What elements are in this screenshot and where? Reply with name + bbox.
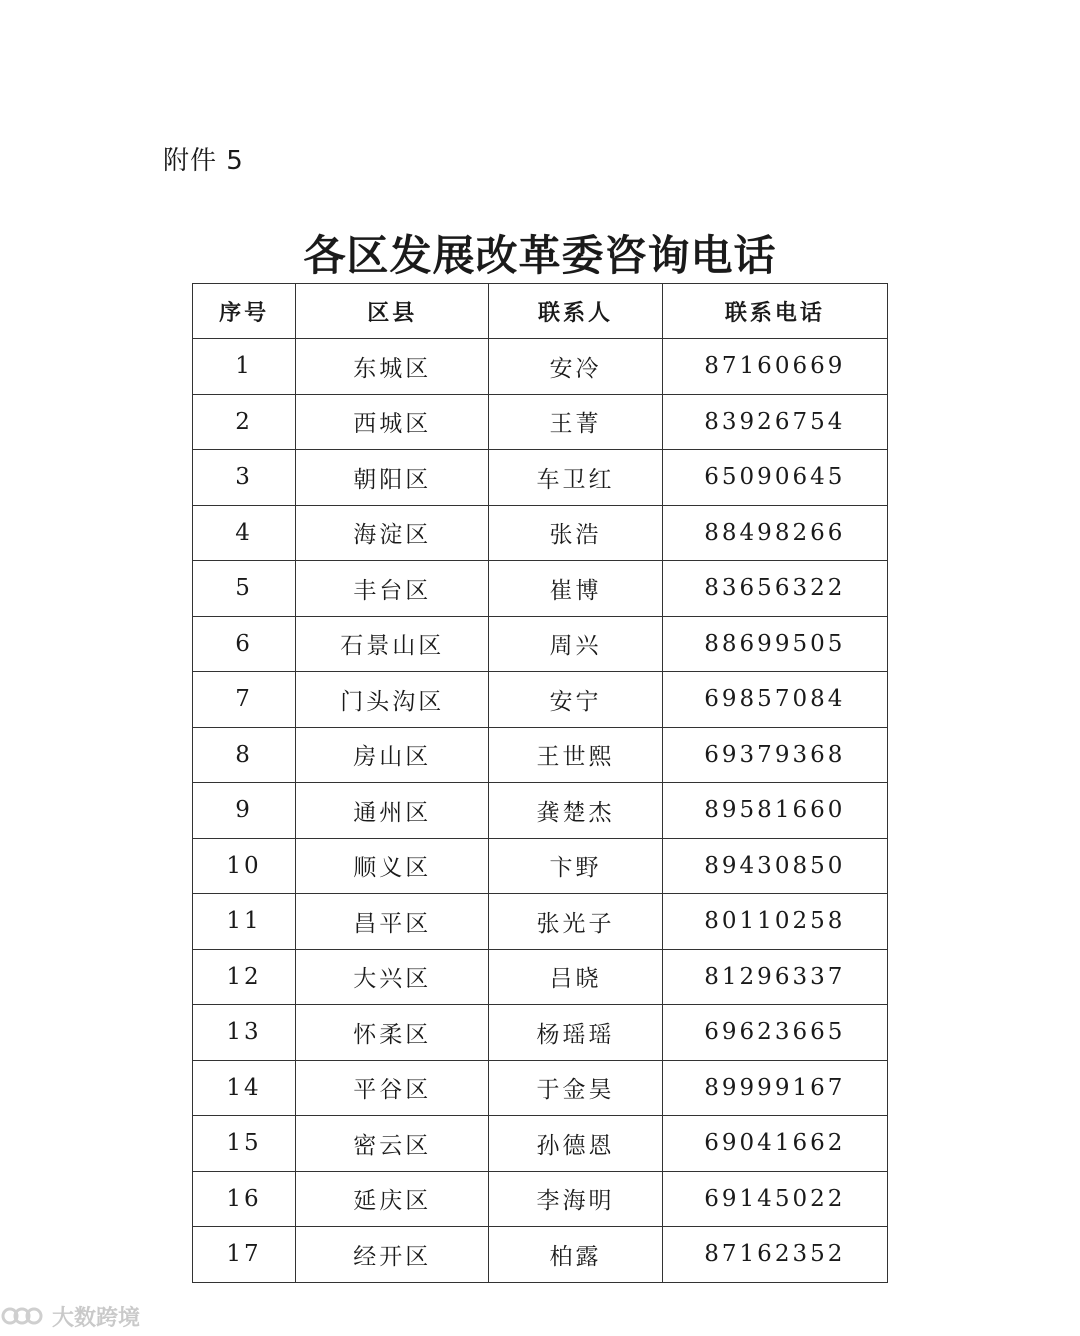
row-district: 石景山区 bbox=[296, 616, 489, 672]
row-phone: 80110258 bbox=[662, 894, 887, 950]
row-district: 房山区 bbox=[296, 727, 489, 783]
table-body bbox=[193, 339, 888, 1283]
row-contact: 王世熙 bbox=[489, 727, 662, 783]
table-row bbox=[193, 505, 888, 561]
table-row bbox=[193, 394, 888, 450]
table-row bbox=[193, 1171, 888, 1227]
row-number: 2 bbox=[193, 394, 296, 450]
row-number: 14 bbox=[193, 1060, 296, 1116]
table-row bbox=[193, 561, 888, 617]
row-district: 平谷区 bbox=[296, 1060, 489, 1116]
row-contact: 杨瑶瑶 bbox=[489, 1005, 662, 1061]
row-phone: 87162352 bbox=[662, 1227, 887, 1283]
row-phone: 83656322 bbox=[662, 561, 887, 617]
row-number: 1 bbox=[193, 339, 296, 395]
row-district: 密云区 bbox=[296, 1116, 489, 1172]
row-number: 10 bbox=[193, 838, 296, 894]
row-number: 16 bbox=[193, 1171, 296, 1227]
row-district: 通州区 bbox=[296, 783, 489, 839]
row-contact: 于金昊 bbox=[489, 1060, 662, 1116]
table-row bbox=[193, 1116, 888, 1172]
table-row bbox=[193, 949, 888, 1005]
row-contact: 李海明 bbox=[489, 1171, 662, 1227]
table-row bbox=[193, 450, 888, 506]
table-row bbox=[193, 894, 888, 950]
table-row bbox=[193, 616, 888, 672]
row-phone: 89999167 bbox=[662, 1060, 887, 1116]
row-contact: 王菁 bbox=[489, 394, 662, 450]
attachment-label: 附件 5 bbox=[163, 146, 244, 176]
row-district: 大兴区 bbox=[296, 949, 489, 1005]
brand-logo-icon bbox=[0, 1304, 46, 1328]
row-phone: 69623665 bbox=[662, 1005, 887, 1061]
row-district: 丰台区 bbox=[296, 561, 489, 617]
row-contact: 车卫红 bbox=[489, 450, 662, 506]
row-district: 门头沟区 bbox=[296, 672, 489, 728]
row-district: 延庆区 bbox=[296, 1171, 489, 1227]
row-number: 4 bbox=[193, 505, 296, 561]
row-phone: 65090645 bbox=[662, 450, 887, 506]
row-number: 17 bbox=[193, 1227, 296, 1283]
row-number: 15 bbox=[193, 1116, 296, 1172]
row-number: 6 bbox=[193, 616, 296, 672]
row-number: 3 bbox=[193, 450, 296, 506]
row-number: 13 bbox=[193, 1005, 296, 1061]
watermark bbox=[0, 1300, 140, 1332]
row-number: 7 bbox=[193, 672, 296, 728]
row-contact: 吕晓 bbox=[489, 949, 662, 1005]
row-contact: 安宁 bbox=[489, 672, 662, 728]
row-contact: 龚楚杰 bbox=[489, 783, 662, 839]
row-phone: 83926754 bbox=[662, 394, 887, 450]
row-phone: 69145022 bbox=[662, 1171, 887, 1227]
row-phone: 87160669 bbox=[662, 339, 887, 395]
table-row bbox=[193, 838, 888, 894]
row-phone: 88498266 bbox=[662, 505, 887, 561]
watermark-text: 大数跨境 bbox=[52, 1305, 141, 1331]
row-contact: 孙德恩 bbox=[489, 1116, 662, 1172]
row-number: 8 bbox=[193, 727, 296, 783]
table-row bbox=[193, 1060, 888, 1116]
contacts-table bbox=[192, 283, 888, 1283]
table-row bbox=[193, 1005, 888, 1061]
table-row bbox=[193, 339, 888, 395]
row-contact: 张光子 bbox=[489, 894, 662, 950]
table-row bbox=[193, 727, 888, 783]
table-row bbox=[193, 1227, 888, 1283]
row-number: 5 bbox=[193, 561, 296, 617]
page-title: 各区发展改革委咨询电话 bbox=[303, 231, 777, 280]
header-phone: 联系电话 bbox=[662, 284, 887, 339]
row-district: 怀柔区 bbox=[296, 1005, 489, 1061]
row-phone: 89430850 bbox=[662, 838, 887, 894]
row-contact: 安冷 bbox=[489, 339, 662, 395]
header-no: 序号 bbox=[193, 284, 296, 339]
row-contact: 柏露 bbox=[489, 1227, 662, 1283]
row-phone: 69857084 bbox=[662, 672, 887, 728]
row-district: 经开区 bbox=[296, 1227, 489, 1283]
header-district: 区县 bbox=[296, 284, 489, 339]
row-contact: 崔博 bbox=[489, 561, 662, 617]
table-row bbox=[193, 672, 888, 728]
row-phone: 88699505 bbox=[662, 616, 887, 672]
row-contact: 周兴 bbox=[489, 616, 662, 672]
row-district: 顺义区 bbox=[296, 838, 489, 894]
table-header-row bbox=[193, 284, 888, 339]
row-number: 9 bbox=[193, 783, 296, 839]
row-phone: 89581660 bbox=[662, 783, 887, 839]
row-number: 11 bbox=[193, 894, 296, 950]
row-district: 昌平区 bbox=[296, 894, 489, 950]
row-district: 朝阳区 bbox=[296, 450, 489, 506]
row-contact: 卞野 bbox=[489, 838, 662, 894]
row-phone: 69379368 bbox=[662, 727, 887, 783]
row-district: 海淀区 bbox=[296, 505, 489, 561]
table-row bbox=[193, 783, 888, 839]
row-district: 东城区 bbox=[296, 339, 489, 395]
header-contact: 联系人 bbox=[489, 284, 662, 339]
row-phone: 69041662 bbox=[662, 1116, 887, 1172]
row-contact: 张浩 bbox=[489, 505, 662, 561]
row-district: 西城区 bbox=[296, 394, 489, 450]
row-phone: 81296337 bbox=[662, 949, 887, 1005]
row-number: 12 bbox=[193, 949, 296, 1005]
